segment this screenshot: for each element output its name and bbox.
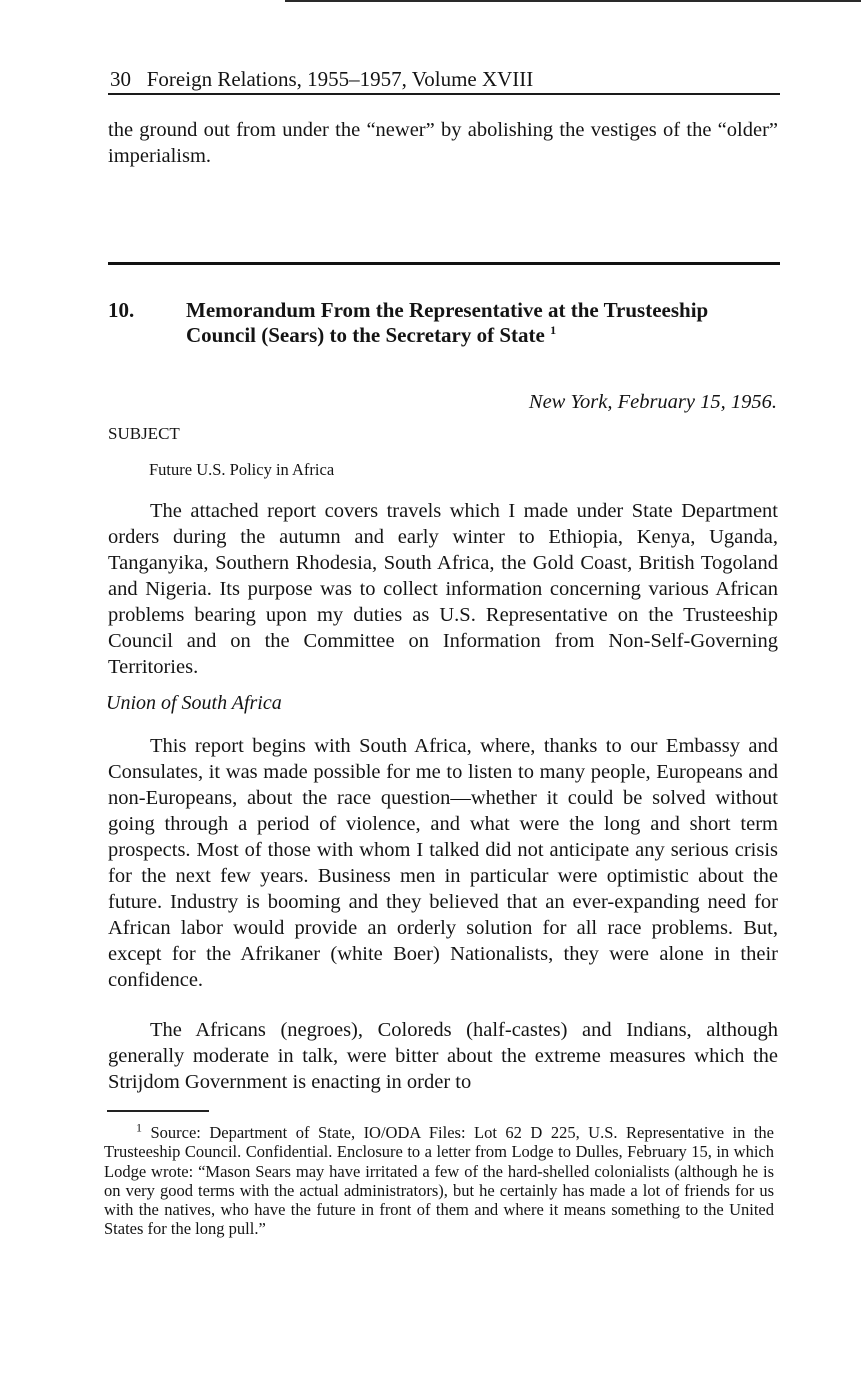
page-number: 30 [110,67,131,91]
header-rule [108,93,780,95]
dateline: New York, February 15, 1956. [528,391,777,413]
subject-label: SUBJECT [108,424,180,443]
footnote-mark: 1 [136,1120,142,1135]
subject-text: Future U.S. Policy in Africa [149,460,335,479]
title-footnote-mark: 1 [550,323,557,337]
section-heading: Union of South Africa [106,692,282,714]
document-title-text: Memorandum From the Representative at the Trusteeship Council (Sears) to the Secretary of State [186,298,709,347]
running-title: Foreign Relations, 1955–1957, Volume XVIII [146,67,534,91]
footnote-rule [107,1110,209,1112]
continuation-paragraph: the ground out from under the “newer” by abolishing the vestiges of the “older” imperialism. [108,119,778,167]
document-separator-rule [108,262,780,265]
paragraph-3: The Africans (negroes), Coloreds (half-castes) and Indians, although generally moderate in talk, were bitter about the extreme measures which the Strijdom Government is enacting in order to [108,1019,778,1093]
paragraph-1: The attached report covers travels which I made under State Department orders during the autumn and early winter to Ethiopia, Kenya, Uganda, Tanganyika, Southern Rhodesia, South Africa, the Gold Coast, British Togoland and Nigeria. Its purpose was to collect information concerning various African problems bearing upon my duties as U.S. Representative on the Trusteeship Council and on the Committee on Information from Non-Self-Governing Territories. [108,500,778,678]
paragraph-2: This report begins with South Africa, where, thanks to our Embassy and Consulates, it was made possible for me to listen to many people, Europeans and non-Europeans, about the race question—whether it could be solved without going through a period of violence, and what were the long and short term prospects. Most of those with whom I talked did not anticipate any serious crisis for the next few years. Business men in particular were optimistic about the future. Industry is booming and they believed that an ever-expanding need for African labor would provide an orderly solution for all race problems. But, except for the Afrikaner (white Boer) Nationalists, they were alone in their confidence. [108,735,778,991]
footnote-text: Source: Department of State, IO/ODA Files: Lot 62 D 225, U.S. Representative in the Trusteeship Council. Confidential. Enclosure to a letter from Lodge to Dulles, February 15, in which Lodge wrote: “Mason Sears may have irritated a few of the hard-shelled colonialists (although he is on very good terms with the actual administrators), but he certainly has made a lot of friends for us with the natives, who have the future in front of them and where it means something to the United States for the long pull.” [104,1123,774,1239]
footnote [104,1120,774,1239]
document-title [186,298,778,348]
top-edge-line [285,0,861,2]
document-number: 10. [108,298,135,322]
running-header [110,64,780,94]
